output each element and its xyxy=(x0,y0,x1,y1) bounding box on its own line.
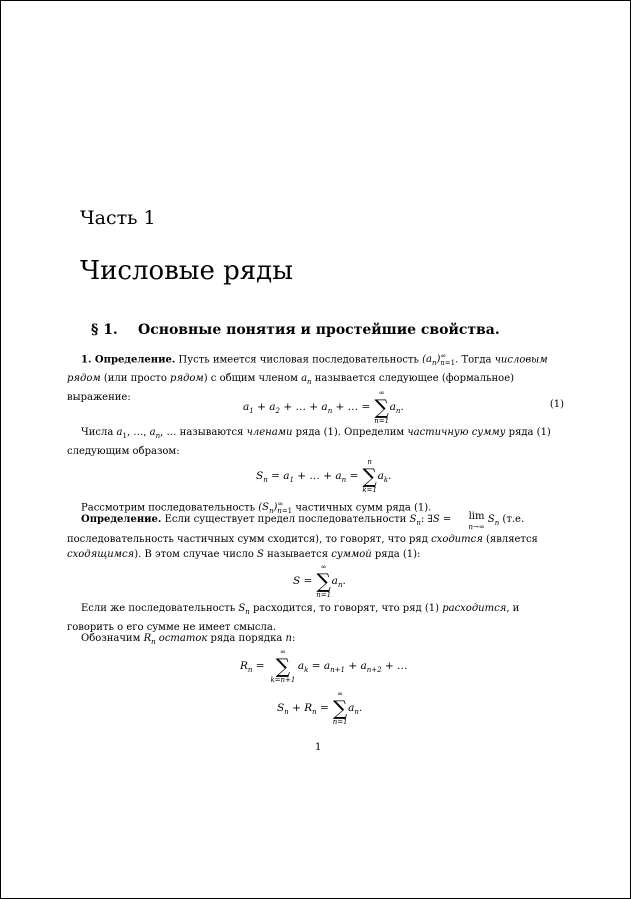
equation-remainder: $R_n$ = ∞ ∑ k=n+1 $a_k = a_{n+1} + a_{n+2}$ + … xyxy=(240,648,408,684)
term-numeric-series: числовым рядом xyxy=(67,354,548,385)
members-paragraph: Числа $a_1$, …, $a_n$, … называются членами ряда (1). Определим частичную сумму ряда (1) следующим образом: xyxy=(67,427,551,457)
term-partial-sum: частичную сумму xyxy=(407,427,506,438)
equation-series: $a_1 + a_2$ + … + $a_n$ + … = ∞ ∑ n=1 $a_n$. xyxy=(243,389,404,425)
definition-paragraph-2: Определение. Если существует предел последовательности $S_n$: ∃S = lim n→∞ $S_n$ (т.е. последовательность частичных сумм сходится), то говорят, что ряд сходится (является сходящимся). В этом случае число S называется суммой ряда (1): xyxy=(67,511,538,560)
term-diverges: расходится xyxy=(442,603,507,614)
term-series: рядом xyxy=(170,373,204,385)
definition-lead: 1. Определение. xyxy=(81,354,176,366)
section-heading xyxy=(91,322,500,338)
section-title: Основные понятия и простейшие свойства. xyxy=(138,322,500,338)
chapter-title: Числовые ряды xyxy=(80,256,293,286)
term-sum: суммой xyxy=(331,549,372,560)
remainder-paragraph: Обозначим $R_n$ остаток ряда порядка n: xyxy=(81,633,296,646)
equation-number: (1) xyxy=(549,399,564,410)
part-title: Часть 1 xyxy=(80,207,156,229)
equation-sum: S = ∞ ∑ n=1 $a_n$. xyxy=(293,563,346,599)
equation-sum-remainder: $S_n + R_n$ = ∞ ∑ n=1 $a_n$. xyxy=(277,690,363,726)
term-members: членами xyxy=(246,427,293,438)
equation-partial-sum: $S_n = a_1$ + … + $a_n$ = n ∑ k=1 $a_k$. xyxy=(256,458,392,494)
definition-paragraph-1: 1. Определение. Пусть имеется числовая последовательность $(a_n)^\infty_{n=1}$. Тогда числовым рядом (или просто рядом) с общим членом $a_n$ называется следующее (формальное) выражение: xyxy=(67,352,548,404)
term-convergent: сходящимся xyxy=(67,549,135,560)
term-remainder: остаток xyxy=(158,633,208,644)
page-number: 1 xyxy=(315,742,322,753)
definition-lead-2: Определение. xyxy=(81,514,162,525)
sequence-paragraph: Рассмотрим последовательность $(S_n)^\infty_{n=1}$ частичных сумм ряда (1). xyxy=(81,500,432,516)
section-number: § 1. xyxy=(91,322,118,338)
term-converges: сходится xyxy=(431,534,483,545)
divergence-paragraph: Если же последовательность $S_n$ расходится, то говорят, что ряд (1) расходится, и говорить о его сумме не имеет смысла. xyxy=(67,603,520,633)
